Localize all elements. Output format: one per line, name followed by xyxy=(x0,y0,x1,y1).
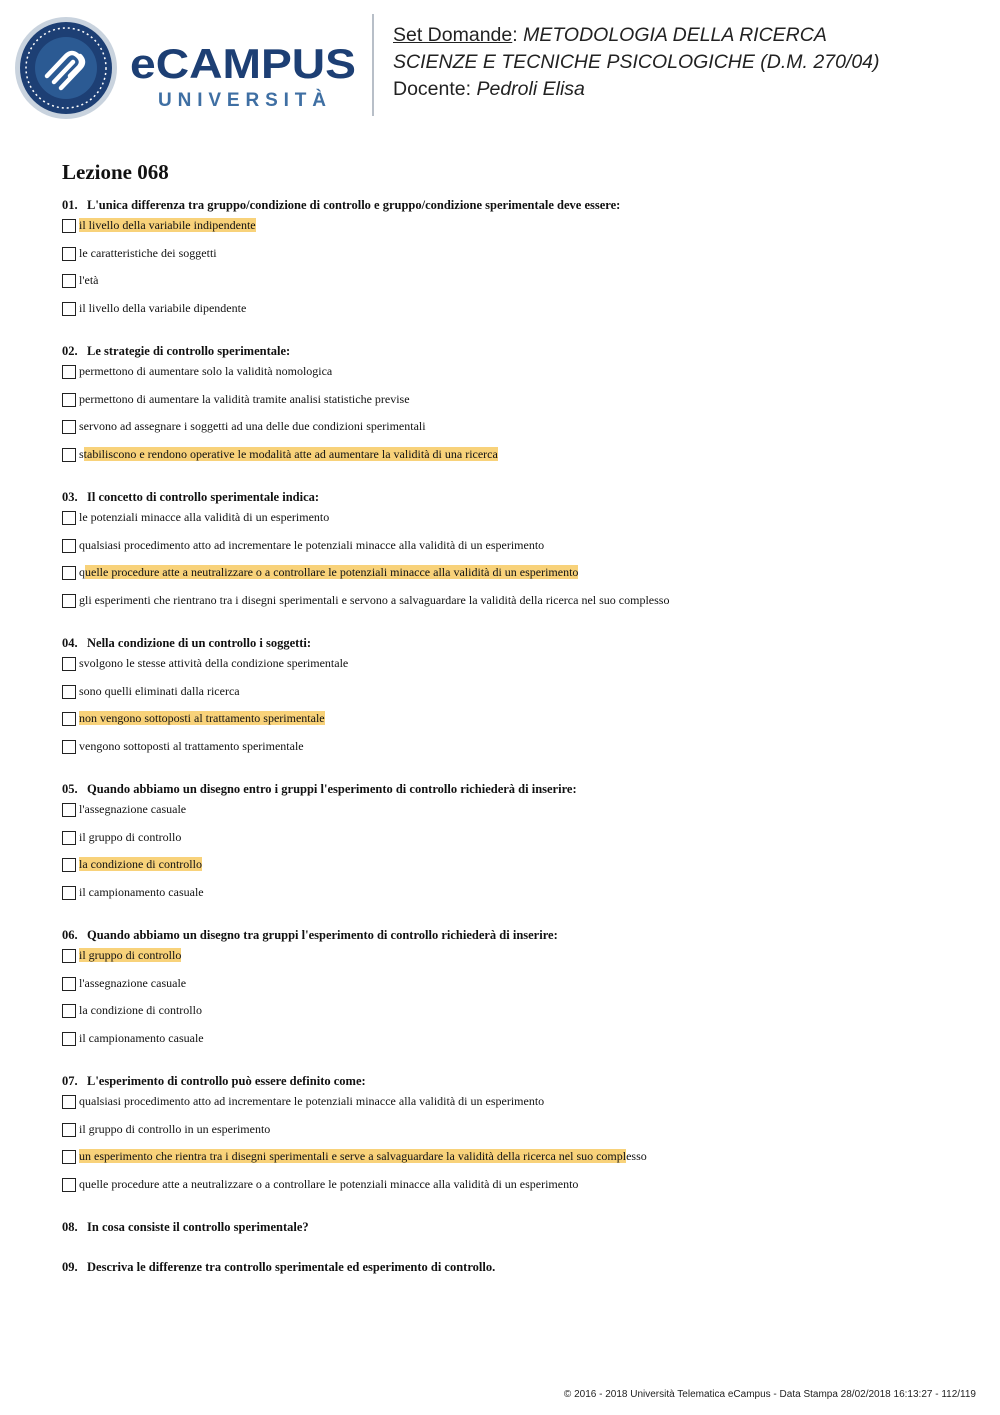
answer-text: le caratteristiche dei soggetti xyxy=(79,245,217,260)
highlighted-answer: un esperimento che rientra tra i disegni sperimentali e serve a salvaguardare la validità della ricerca nel suo compl xyxy=(79,1149,627,1163)
answer-text: il livello della variabile dipendente xyxy=(79,300,247,315)
answer-checkbox[interactable] xyxy=(62,594,76,608)
question-08 xyxy=(62,1217,962,1239)
answer-option[interactable] xyxy=(62,856,962,884)
question-07 xyxy=(62,1071,962,1203)
answer-text: il gruppo di controllo in un esperimento xyxy=(79,1121,271,1136)
ecampus-logo xyxy=(128,38,368,118)
answer-text xyxy=(79,710,325,726)
question-number: 06. xyxy=(62,928,78,942)
question-label: L'unica differenza tra gruppo/condizione di controllo e gruppo/condizione sperimentale deve essere: xyxy=(87,198,621,212)
course-line xyxy=(393,49,993,76)
answer-text: l'assegnazione casuale xyxy=(79,975,187,990)
question-number: 09. xyxy=(62,1260,78,1274)
question-number: 08. xyxy=(62,1220,78,1234)
answer-text: quelle procedure atte a neutralizzare o a controllare le potenziali minacce alla validità di un esperimento xyxy=(79,565,579,579)
answer-option[interactable] xyxy=(62,1148,962,1176)
answer-checkbox[interactable] xyxy=(62,365,76,379)
question-09 xyxy=(62,1257,962,1279)
question-label: L'esperimento di controllo può essere definito come: xyxy=(87,1074,366,1088)
answer-checkbox[interactable] xyxy=(62,274,76,288)
answer-text: le potenziali minacce alla validità di un esperimento xyxy=(79,510,330,524)
answer-text: sono quelli eliminati dalla ricerca xyxy=(79,683,240,698)
question-label: Quando abbiamo un disegno tra gruppi l'esperimento di controllo richiederà di inserire: xyxy=(87,928,558,942)
answer-text: l'assegnazione casuale xyxy=(79,802,187,816)
logo-subtext: UNIVERSITÀ xyxy=(158,90,326,111)
docente-name: Pedroli Elisa xyxy=(476,78,585,100)
header-info xyxy=(393,22,993,103)
answer-option[interactable] xyxy=(62,655,962,683)
question-number: 01. xyxy=(62,198,78,212)
answer-text: il campionamento casuale xyxy=(79,1030,204,1045)
answer-text: un esperimento che rientra tra i disegni sperimentali e serve a salvaguardare la validità della ricerca nel suo complesso xyxy=(79,1149,647,1163)
question-text xyxy=(62,195,962,217)
answer-option[interactable] xyxy=(62,801,962,829)
answer-text: qualsiasi procedimento atto ad incrementare le potenziali minacce alla validità di un esperimento xyxy=(79,1094,545,1108)
answer-text xyxy=(79,947,181,963)
answer-option[interactable] xyxy=(62,683,962,711)
answer-checkbox[interactable] xyxy=(62,831,76,845)
answer-checkbox[interactable] xyxy=(62,1032,76,1046)
answer-option[interactable] xyxy=(62,947,962,975)
answer-text: qualsiasi procedimento atto ad incrementare le potenziali minacce alla validità di un esperimento xyxy=(79,537,545,552)
answer-checkbox[interactable] xyxy=(62,740,76,754)
set-label: Set Domande xyxy=(393,24,513,46)
answer-checkbox[interactable] xyxy=(62,886,76,900)
question-label: Quando abbiamo un disegno entro i gruppi l'esperimento di controllo richiederà di inserire: xyxy=(87,782,577,796)
answer-checkbox[interactable] xyxy=(62,685,76,699)
highlighted-answer: la condizione di controllo xyxy=(79,857,202,871)
docente-line xyxy=(393,76,993,103)
answer-option[interactable] xyxy=(62,418,962,446)
set-line: Set Domande: METODOLOGIA DELLA RICERCA xyxy=(393,24,827,46)
answer-checkbox[interactable] xyxy=(62,657,76,671)
answer-option[interactable] xyxy=(62,829,962,857)
answer-option[interactable] xyxy=(62,391,962,419)
set-title: METODOLOGIA DELLA RICERCA xyxy=(523,24,827,46)
answer-text: svolgono le stesse attività della condizione sperimentale xyxy=(79,656,349,670)
answer-checkbox[interactable] xyxy=(62,1095,76,1109)
question-03 xyxy=(62,487,962,619)
question-label: Il concetto di controllo sperimentale indica: xyxy=(87,490,320,504)
answer-option[interactable] xyxy=(62,537,962,565)
answer-option[interactable] xyxy=(62,884,962,912)
answer-option[interactable] xyxy=(62,738,962,766)
answer-text: vengono sottoposti al trattamento sperimentale xyxy=(79,738,304,753)
answer-checkbox[interactable] xyxy=(62,393,76,407)
answer-text: l'età xyxy=(79,273,99,287)
question-01 xyxy=(62,195,962,327)
answer-option[interactable] xyxy=(62,509,962,537)
question-02 xyxy=(62,341,962,473)
answer-checkbox[interactable] xyxy=(62,949,76,963)
answer-checkbox[interactable] xyxy=(62,803,76,817)
answer-checkbox[interactable] xyxy=(62,247,76,261)
answer-text xyxy=(79,217,256,233)
answer-checkbox[interactable] xyxy=(62,1150,76,1164)
answer-text: gli esperimenti che rientrano tra i disegni sperimentali e servono a salvaguardare la validità della ricerca nel suo complesso xyxy=(79,592,670,607)
answer-text xyxy=(79,856,202,872)
question-number: 03. xyxy=(62,490,78,504)
answer-text: il gruppo di controllo xyxy=(79,829,182,844)
question-number: 04. xyxy=(62,636,78,650)
answer-option[interactable] xyxy=(62,592,962,620)
answer-option[interactable] xyxy=(62,1002,962,1030)
question-text xyxy=(62,487,962,509)
question-text xyxy=(62,633,962,655)
answer-option[interactable] xyxy=(62,975,962,1003)
page-header xyxy=(0,0,1000,130)
answer-option[interactable] xyxy=(62,245,962,273)
answer-checkbox[interactable] xyxy=(62,420,76,434)
question-label: In cosa consiste il controllo sperimentale? xyxy=(87,1220,309,1234)
highlighted-answer: il gruppo di controllo xyxy=(79,948,182,962)
question-label: Nella condizione di un controllo i soggetti: xyxy=(87,636,312,650)
answer-checkbox[interactable] xyxy=(62,511,76,525)
answer-text: servono ad assegnare i soggetti ad una delle due condizioni sperimentali xyxy=(79,419,426,433)
logo-text: eCAMPUS xyxy=(130,40,356,87)
answer-text: permettono di aumentare solo la validità nomologica xyxy=(79,364,333,378)
header-divider xyxy=(372,14,374,116)
question-text xyxy=(62,779,962,801)
answer-option[interactable] xyxy=(62,217,962,245)
question-number: 02. xyxy=(62,344,78,358)
course-name: SCIENZE E TECNICHE PSICOLOGICHE (D.M. 270/04) xyxy=(393,51,880,73)
answer-checkbox[interactable] xyxy=(62,219,76,233)
answer-text: stabiliscono e rendono operative le modalità atte ad aumentare la validità di una ricerca xyxy=(79,446,498,461)
question-number: 07. xyxy=(62,1074,78,1088)
answer-option[interactable] xyxy=(62,363,962,391)
answer-option[interactable] xyxy=(62,1093,962,1121)
answer-checkbox[interactable] xyxy=(62,1178,76,1192)
question-list xyxy=(62,195,962,1297)
answer-checkbox[interactable] xyxy=(62,977,76,991)
answer-checkbox[interactable] xyxy=(62,302,76,316)
answer-option[interactable] xyxy=(62,1121,962,1149)
question-label: Descriva le differenze tra controllo sperimentale ed esperimento di controllo. xyxy=(87,1260,496,1274)
highlighted-answer: il livello della variabile indipendente xyxy=(79,218,256,232)
question-text xyxy=(62,1217,962,1239)
highlighted-answer: uelle procedure atte a neutralizzare o a controllare le potenziali minacce alla validità di un esperimento xyxy=(85,565,579,579)
lesson-title: Lezione 068 xyxy=(62,160,169,184)
answer-option[interactable] xyxy=(62,446,962,474)
university-seal-icon xyxy=(14,16,118,120)
answer-option[interactable] xyxy=(62,1176,962,1204)
question-text xyxy=(62,341,962,363)
answer-text: il campionamento casuale xyxy=(79,884,204,899)
question-text xyxy=(62,1257,962,1279)
question-label: Le strategie di controllo sperimentale: xyxy=(87,344,291,358)
answer-option[interactable] xyxy=(62,272,962,300)
question-05 xyxy=(62,779,962,911)
answer-checkbox[interactable] xyxy=(62,448,76,462)
answer-option[interactable] xyxy=(62,1030,962,1058)
answer-option[interactable] xyxy=(62,710,962,738)
answer-checkbox[interactable] xyxy=(62,539,76,553)
answer-text: quelle procedure atte a neutralizzare o a controllare le potenziali minacce alla validità di un esperimento xyxy=(79,1176,579,1191)
highlighted-answer: tabiliscono e rendono operative le modalità atte ad aumentare la validità di una ricerca xyxy=(83,446,498,461)
highlighted-answer: non vengono sottoposti al trattamento sperimentale xyxy=(79,711,325,725)
docente-label: Docente: xyxy=(393,78,472,100)
answer-text: permettono di aumentare la validità tramite analisi statistiche previse xyxy=(79,391,410,406)
question-text xyxy=(62,925,962,947)
question-04 xyxy=(62,633,962,765)
answer-checkbox[interactable] xyxy=(62,1123,76,1137)
question-text xyxy=(62,1071,962,1093)
answer-checkbox[interactable] xyxy=(62,858,76,872)
answer-option[interactable] xyxy=(62,300,962,328)
page-footer: © 2016 - 2018 Università Telematica eCampus - Data Stampa 28/02/2018 16:13:27 - 112/119 xyxy=(563,1389,976,1400)
answer-checkbox[interactable] xyxy=(62,712,76,726)
question-number: 05. xyxy=(62,782,78,796)
answer-text: la condizione di controllo xyxy=(79,1003,202,1017)
answer-checkbox[interactable] xyxy=(62,1004,76,1018)
question-06 xyxy=(62,925,962,1057)
answer-option[interactable] xyxy=(62,564,962,592)
answer-checkbox[interactable] xyxy=(62,566,76,580)
